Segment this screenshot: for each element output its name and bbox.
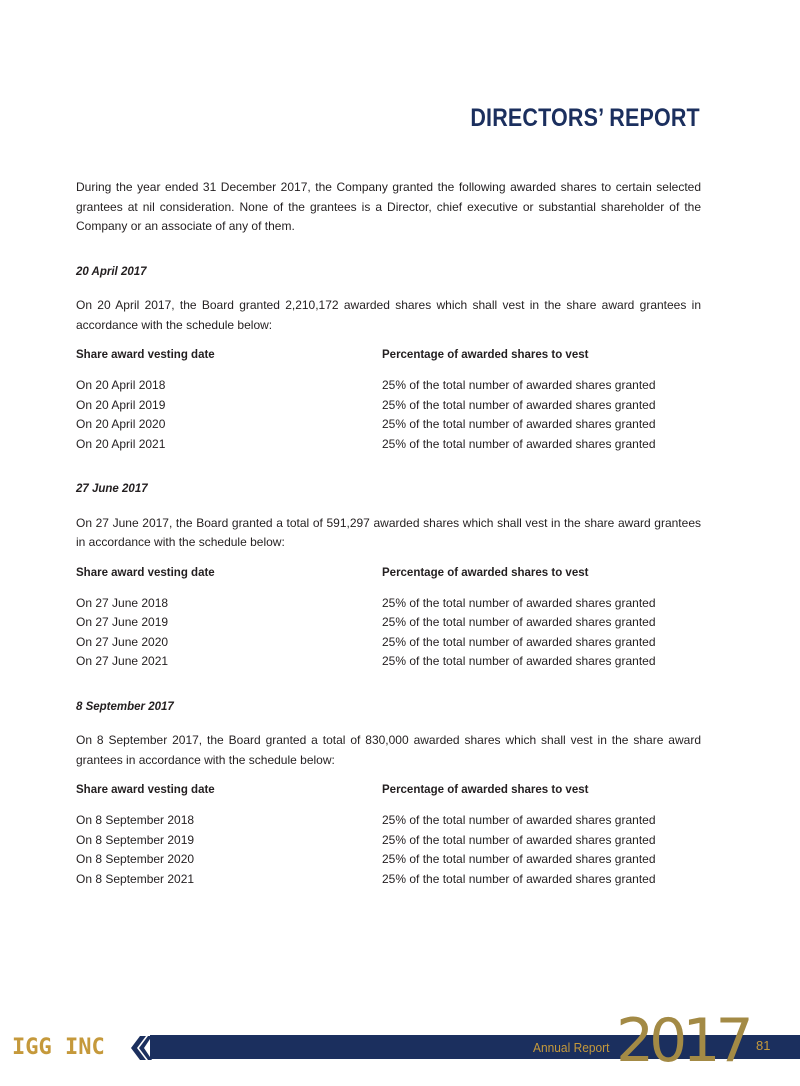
vesting-date: On 8 September 2019 xyxy=(76,832,195,847)
vesting-date: On 27 June 2020 xyxy=(76,634,169,649)
vesting-date: On 8 September 2020 xyxy=(76,852,195,866)
table-row xyxy=(76,850,701,870)
vesting-date: On 27 June 2019 xyxy=(76,615,169,629)
vesting-percentage: 25% of the total number of awarded shares granted xyxy=(382,654,656,668)
table-row xyxy=(76,594,701,614)
vesting-date: On 27 June 2021 xyxy=(76,654,169,668)
table-row xyxy=(76,376,701,396)
vesting-schedule-table xyxy=(76,781,701,889)
table-row xyxy=(76,652,701,672)
grant-section xyxy=(76,263,701,455)
vesting-percentage: 25% of the total number of awarded shares granted xyxy=(382,436,656,451)
report-body xyxy=(76,178,701,889)
vesting-percentage: 25% of the total number of awarded shares granted xyxy=(382,852,656,866)
page-footer xyxy=(0,1006,800,1076)
vesting-percentage: 25% of the total number of awarded shares granted xyxy=(382,397,656,412)
column-header-percentage: Percentage of awarded shares to vest xyxy=(382,566,589,579)
grant-section xyxy=(76,698,701,890)
section-paragraph: On 27 June 2017, the Board granted a total of 591,297 awarded shares which shall vest in the share award grantees in accordance with the schedule below: xyxy=(76,515,701,549)
vesting-percentage: 25% of the total number of awarded shares granted xyxy=(382,615,656,629)
vesting-percentage: 25% of the total number of awarded shares granted xyxy=(382,871,656,886)
intro-paragraph: During the year ended 31 December 2017, the Company granted the following awarded shares to certain selected grantees at nil consideration. None of the grantees is a Director, chief executive or substantial shareholder of the Company or an associate of any of them. xyxy=(76,180,701,233)
vesting-date: On 8 September 2021 xyxy=(76,871,195,886)
vesting-schedule-table xyxy=(76,346,701,454)
section-paragraph: On 20 April 2017, the Board granted 2,210,172 awarded shares which shall vest in the share award grantees in accordance with the schedule below: xyxy=(76,298,701,332)
vesting-percentage: 25% of the total number of awarded shares granted xyxy=(382,378,656,392)
vesting-date: On 20 April 2018 xyxy=(76,378,166,392)
page-number: 81 xyxy=(756,1038,771,1053)
column-header-percentage: Percentage of awarded shares to vest xyxy=(382,349,589,361)
vesting-percentage: 25% of the total number of awarded shares granted xyxy=(382,634,656,649)
vesting-percentage: 25% of the total number of awarded shares granted xyxy=(382,832,656,847)
table-row xyxy=(76,613,701,633)
vesting-date: On 20 April 2021 xyxy=(76,436,166,451)
vesting-date: On 20 April 2019 xyxy=(76,397,166,412)
section-date-heading: 20 April 2017 xyxy=(76,265,147,278)
vesting-percentage: 25% of the total number of awarded shares granted xyxy=(382,417,656,431)
double-chevron-left-icon xyxy=(126,1035,152,1061)
column-header-date: Share award vesting date xyxy=(76,784,215,796)
report-year: 2017 xyxy=(616,1006,749,1076)
company-logo: IGG INC xyxy=(12,1035,105,1060)
table-row xyxy=(76,435,701,455)
column-header-date: Share award vesting date xyxy=(76,349,215,361)
table-header-row xyxy=(76,564,701,584)
vesting-percentage: 25% of the total number of awarded shares granted xyxy=(382,595,656,610)
column-header-date: Share award vesting date xyxy=(76,566,215,579)
vesting-date: On 27 June 2018 xyxy=(76,595,169,610)
table-row xyxy=(76,633,701,653)
table-row xyxy=(76,396,701,416)
vesting-date: On 8 September 2018 xyxy=(76,813,195,827)
annual-report-label: Annual Report xyxy=(533,1040,610,1055)
grant-section xyxy=(76,480,701,672)
column-header-percentage: Percentage of awarded shares to vest xyxy=(382,784,589,796)
vesting-schedule-table xyxy=(76,564,701,672)
section-paragraph: On 8 September 2017, the Board granted a total of 830,000 awarded shares which shall vest in the share award grantees in accordance with the schedule below: xyxy=(76,733,701,767)
table-row xyxy=(76,831,701,851)
page-title: DIRECTORS’ REPORT xyxy=(470,104,700,132)
table-row xyxy=(76,415,701,435)
vesting-percentage: 25% of the total number of awarded shares granted xyxy=(382,813,656,827)
table-row xyxy=(76,811,701,831)
section-date-heading: 27 June 2017 xyxy=(76,483,148,495)
section-date-heading: 8 September 2017 xyxy=(76,700,174,713)
table-header-row xyxy=(76,346,701,366)
table-row xyxy=(76,870,701,890)
table-header-row xyxy=(76,781,701,801)
vesting-date: On 20 April 2020 xyxy=(76,417,166,431)
